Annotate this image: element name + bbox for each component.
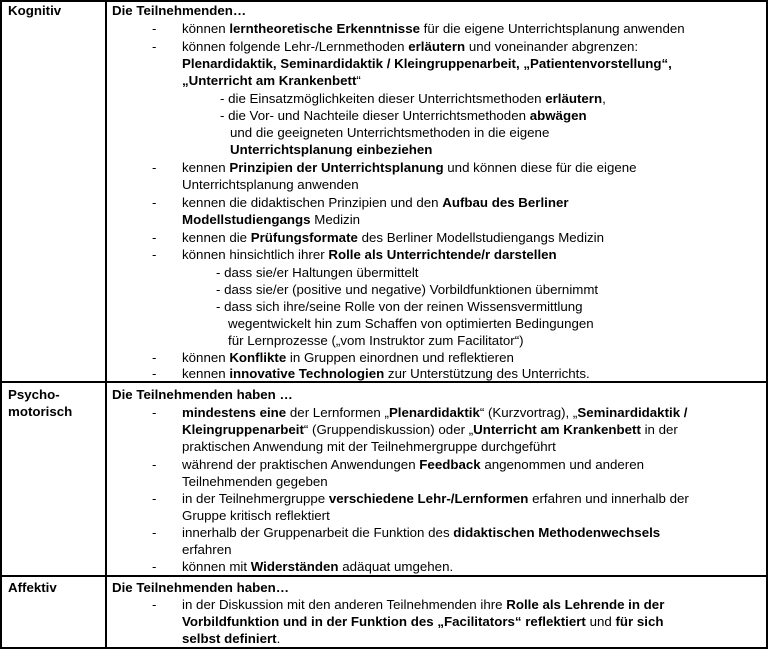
text-segment: Unterrichtsplanung anwenden [182,177,359,192]
list-item-text [182,349,514,367]
text-segment: - die Vor- und Nachteile dieser Unterrichtsmethoden [220,108,530,123]
bold-segment: abwägen [529,108,587,123]
text-segment: können [182,350,230,365]
bold-segment: selbst definiert [182,631,277,646]
list-bullet: - [152,366,157,381]
text-segment: “ [356,73,361,88]
list-item-text [182,630,280,648]
bold-segment: Rolle als Lehrende in der [506,597,665,612]
text-segment: - die Einsatzmöglichkeiten dieser Unterrichtsmethoden [220,91,546,106]
sub-item-text [216,264,419,282]
bold-segment: Prinzipien der Unterrichtsplanung [229,160,444,175]
bold-segment: Unterricht am Krankenbett [473,422,641,437]
text-segment: und [585,614,616,629]
text-segment: innerhalb der Gruppenarbeit die Funktion des [182,525,454,540]
list-item-text [182,613,663,631]
list-item-text [182,176,359,194]
bold-segment: für sich [615,614,664,629]
row-heading: Die Teilnehmenden… [112,3,247,18]
list-bullet: - [152,597,157,612]
list-bullet: - [152,39,157,54]
text-segment: der Lernformen „ [286,405,389,420]
list-bullet: - [152,350,157,365]
bold-segment: Rolle als Unterrichtende/r darstellen [328,247,557,262]
list-item-text [182,211,360,229]
text-segment: , [602,91,606,106]
list-bullet: - [152,491,157,506]
text-segment: kennen [182,160,230,175]
text-segment: in der [640,422,678,437]
category-label: Kognitiv [8,3,62,18]
text-segment: in der Teilnehmergruppe [182,491,329,506]
bold-segment: innovative Technologien [229,366,385,381]
text-segment: . [276,631,281,646]
list-item-text [182,229,604,247]
list-item-text [182,55,672,73]
list-item-text [182,404,687,422]
text-segment: Medizin [310,212,361,227]
column-divider [105,0,107,649]
list-item-text [182,596,664,614]
list-item-text [182,194,569,212]
list-item-text [182,38,638,56]
bold-segment: lerntheoretische Erkenntnisse [229,21,420,36]
text-segment: in Gruppen einordnen und reflektieren [286,350,514,365]
list-bullet: - [152,230,157,245]
text-segment: kennen die didaktischen Prinzipien und den [182,195,443,210]
list-item-text [182,438,556,456]
list-item-text [182,72,361,90]
sub-item-text [216,281,598,299]
bold-segment: mindestens eine [182,405,287,420]
bold-segment: Kleingruppenarbeit [182,422,304,437]
bold-segment: Modellstudiengangs [182,212,311,227]
bold-segment: Seminardidaktik / [577,405,688,420]
bold-segment: Widerständen [250,559,339,574]
list-bullet: - [152,21,157,36]
text-segment: können hinsichtlich ihrer [182,247,329,262]
text-segment: des Berliner Modellstudiengangs Medizin [357,230,605,245]
text-segment: können mit [182,559,251,574]
text-segment: kennen [182,366,230,381]
bold-segment: Konflikte [229,350,287,365]
list-item-text [182,20,685,38]
list-bullet: - [152,160,157,175]
list-item-text [182,524,660,542]
bold-segment: erläutern [408,39,466,54]
category-label: Affektiv [8,580,57,595]
text-segment: wegentwickelt hin zum Schaffen von optimierten Bedingungen [228,316,594,331]
list-bullet: - [152,405,157,420]
text-segment: und können diese für die eigene [443,160,637,175]
text-segment: praktischen Anwendung mit der Teilnehmergruppe durchgeführt [182,439,556,454]
bold-segment: didaktischen Methodenwechsels [453,525,661,540]
table-border-left [0,0,2,649]
list-item-text [182,558,453,576]
text-segment: Gruppe kritisch reflektiert [182,508,330,523]
list-item-text [182,246,557,264]
bold-segment: Prüfungsformate [250,230,358,245]
list-bullet: - [152,457,157,472]
list-item-text [182,541,232,559]
sub-item-text [230,124,549,142]
text-segment: zur Unterstützung des Unterrichts. [384,366,590,381]
text-segment: für die eigene Unterrichtsplanung anwenden [419,21,685,36]
sub-item-text [228,315,594,333]
bold-segment: Vorbildfunktion und in der Funktion des „Facilitators“ reflektiert [182,614,586,629]
bold-segment: Unterrichtsplanung einbeziehen [230,142,433,157]
sub-item-text [220,107,587,125]
bold-segment: Plenardidaktik [388,405,480,420]
text-segment: Teilnehmenden gegeben [182,474,328,489]
text-segment: “ (Gruppendiskussion) oder „ [303,422,474,437]
text-segment: - dass sie/er Haltungen übermittelt [216,265,419,280]
category-label: Psycho- [8,387,60,402]
category-label: motorisch [8,404,73,419]
text-segment: und voneinander abgrenzen: [465,39,639,54]
bold-segment: „Unterricht am Krankenbett [182,73,357,88]
row-heading: Die Teilnehmenden haben… [112,580,290,595]
list-bullet: - [152,559,157,574]
text-segment: angenommen und anderen [480,457,645,472]
row-heading: Die Teilnehmenden haben … [112,387,293,402]
text-segment: können [182,21,230,36]
text-segment: in der Diskussion mit den anderen Teilnehmenden ihre [182,597,507,612]
text-segment: erfahren [182,542,232,557]
text-segment: - dass sich ihre/seine Rolle von der reinen Wissensvermittlung [216,299,583,314]
text-segment: kennen die [182,230,251,245]
text-segment: und die geeigneten Unterrichtsmethoden in die eigene [230,125,550,140]
text-segment: erfahren und innerhalb der [528,491,689,506]
sub-item-text [216,298,583,316]
text-segment: - dass sie/er (positive und negative) Vorbildfunktionen übernimmt [216,282,599,297]
list-item-text [182,365,590,383]
text-segment: adäquat umgehen. [338,559,454,574]
list-item-text [182,507,330,525]
list-bullet: - [152,195,157,210]
text-segment: “ (Kurzvortrag), „ [479,405,578,420]
bold-segment: Feedback [419,457,481,472]
bold-segment: Plenardidaktik, Seminardidaktik / Kleingruppenarbeit, „Patientenvorstellung“, [182,56,672,71]
list-item-text [182,490,689,508]
text-segment: für Lernprozesse („vom Instruktor zum Facilitator“) [228,333,524,348]
list-item-text [182,473,328,491]
list-bullet: - [152,525,157,540]
sub-item-text [230,141,432,159]
bold-segment: Aufbau des Berliner [442,195,569,210]
sub-item-text [228,332,524,350]
bold-segment: erläutern [545,91,603,106]
list-item-text [182,159,637,177]
list-bullet: - [152,247,157,262]
list-item-text [182,456,644,474]
bold-segment: verschiedene Lehr-/Lernformen [328,491,529,506]
text-segment: während der praktischen Anwendungen [182,457,420,472]
text-segment: können folgende Lehr-/Lernmethoden [182,39,409,54]
sub-item-text [220,90,606,108]
list-item-text [182,421,678,439]
